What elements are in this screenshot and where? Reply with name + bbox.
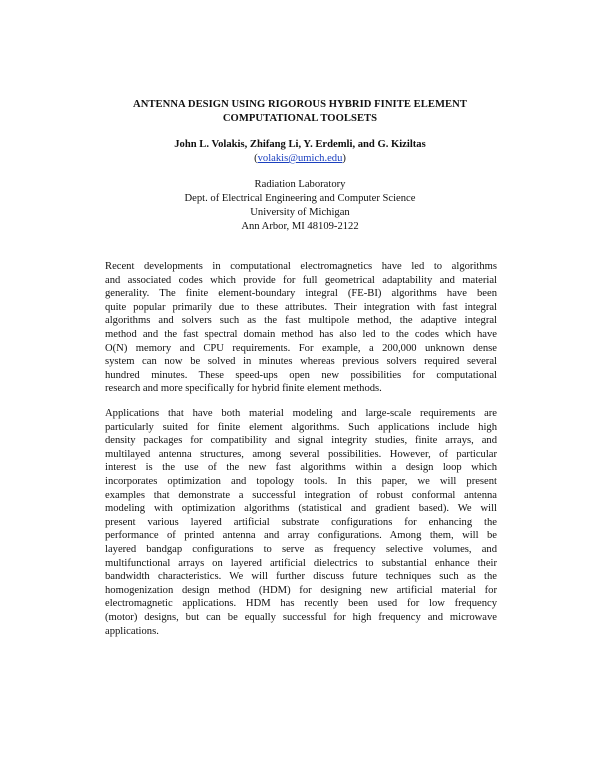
paragraph-line: and associated codes which provide for full geometrical adaptability and material [105, 274, 497, 286]
paragraph-line: generality. The finite element-boundary integral (FE-BI) algorithms have been [105, 288, 497, 300]
paragraph-line: system can now be solved in minutes whereas previous solvers required several [105, 356, 497, 368]
affiliation-block [100, 178, 500, 234]
paragraph-line: algorithms and solvers such as the fast multipole method, the adaptive integral [105, 315, 497, 327]
paragraph-line: particularly suited for finite element algorithms. Such applications include high [105, 421, 497, 433]
affiliation-lab: Radiation Laboratory [254, 179, 346, 190]
paragraph-line: examples that demonstrate a successful integration of robust conformal antenna [105, 489, 497, 501]
paragraph-line: homogenization design method (HDM) for designing new artificial material for [105, 584, 497, 596]
paragraph-line: interest is the use of the new fast algorithms within a design loop which [105, 462, 497, 474]
paragraph-line: quite popular primarily due to these attributes. Their integration with fast integral [105, 301, 497, 313]
email-open-paren: ( [254, 153, 258, 164]
paragraph-line: multifunctional arrays on layered artificial dielectrics to substantial enhance their [105, 557, 497, 569]
affiliation-department: Dept. of Electrical Engineering and Computer Science [184, 193, 416, 204]
affiliation-university: University of Michigan [250, 207, 350, 218]
paragraph-line: bandwidth characteristics. We will further discuss future techniques such as the [105, 571, 497, 583]
title-line: ANTENNA DESIGN USING RIGOROUS HYBRID FINITE ELEMENT [133, 99, 467, 110]
paragraph-line: (motor) designs, but can be equally successful for high frequency and microwave [105, 611, 497, 623]
abstract-paragraph-1 [105, 260, 497, 396]
paragraph-line: Applications that have both material modeling and large-scale requirements are [105, 408, 497, 419]
paragraph-line: hundred minutes. These speed-ups open new possibilities for computational [105, 369, 497, 381]
paragraph-line: Recent developments in computational electromagnetics have led to algorithms [105, 261, 497, 272]
paragraph-line: incorporates optimization and topology tools. In this paper, we will present [105, 475, 497, 487]
affiliation-address: Ann Arbor, MI 48109-2122 [241, 221, 359, 232]
email-link[interactable]: volakis@umich.edu [257, 153, 343, 164]
paragraph-line: present various layered artificial substrate configurations for enhancing the [105, 516, 497, 528]
paragraph-line: electromagnetic applications. HDM has recently been used for low frequency [105, 598, 497, 610]
paragraph-line: modeling with optimization algorithms (statistical and gradient based). We will [105, 503, 497, 515]
paragraph-line: research and more specifically for hybrid finite element methods. [105, 383, 382, 395]
abstract-paragraph-2 [105, 407, 497, 638]
paragraph-line: layered bandgap configurations to serve as frequency selective volumes, and [105, 543, 497, 555]
paragraph-line: multilayed antenna structures, among several possibilities. However, of particular [105, 448, 497, 460]
author-list: John L. Volakis, Zhifang Li, Y. Erdemli, and G. Kiziltas [174, 139, 426, 150]
paragraph-line: applications. [105, 625, 159, 637]
paragraph-line: method and the fast spectral domain method has also led to the codes which have [105, 328, 497, 340]
contact-email [100, 152, 500, 166]
paragraph-line: performance of printed antenna and array configurations. Among them, will be [105, 530, 497, 542]
paragraph-line: O(N) memory and CPU requirements. For example, a 200,000 unknown dense [105, 342, 497, 354]
title-line: COMPUTATIONAL TOOLSETS [222, 113, 378, 124]
email-close-paren: ) [342, 153, 346, 164]
paper-title [100, 98, 500, 126]
paragraph-line: density packages for compatibility and signal integrity studies, finite arrays, and [105, 435, 497, 447]
